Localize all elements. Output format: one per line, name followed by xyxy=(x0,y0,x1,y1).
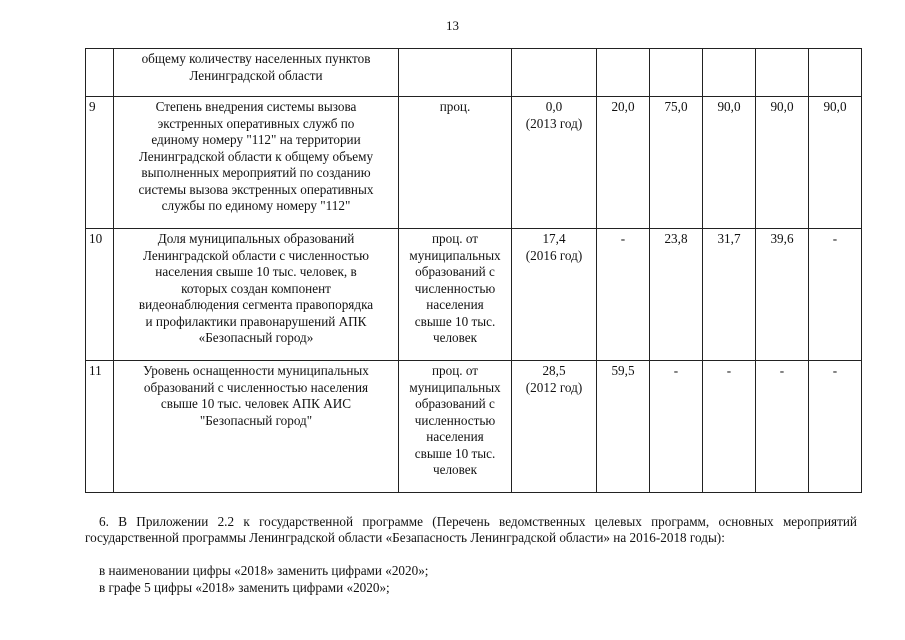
paragraph-instruction-column: в графе 5 цифры «2018» заменить цифрами «2020»; xyxy=(99,580,390,595)
table-row xyxy=(86,49,862,97)
value-cell: - xyxy=(756,361,809,493)
value-cell: 23,8 xyxy=(650,229,703,361)
base-value-cell xyxy=(512,49,597,97)
row-number: 11 xyxy=(86,361,114,493)
value-cell xyxy=(756,49,809,97)
unit-cell: проц. от муниципальных образований с численностью населения свыше 10 тыс. человек xyxy=(399,361,512,493)
unit-cell xyxy=(399,49,512,97)
value-cell xyxy=(650,49,703,97)
indicator-name: Доля муниципальных образований Ленинградской области с численностью населения свыше 10 тыс. человек, в которых создан компонент видеонаблюдения сегмента правопорядка и профилактики правонарушений АПК «Безопасный город» xyxy=(114,229,399,361)
value-cell: - xyxy=(703,361,756,493)
value-cell: 90,0 xyxy=(756,97,809,229)
base-value-cell: 28,5 (2012 год) xyxy=(512,361,597,493)
table-row xyxy=(86,97,862,229)
value-cell: 31,7 xyxy=(703,229,756,361)
value-cell: - xyxy=(809,229,862,361)
table-row xyxy=(86,229,862,361)
indicators-table xyxy=(85,48,862,493)
row-number: 9 xyxy=(86,97,114,229)
base-value-cell: 0,0 (2013 год) xyxy=(512,97,597,229)
base-value-cell: 17,4 (2016 год) xyxy=(512,229,597,361)
value-cell: 90,0 xyxy=(809,97,862,229)
paragraph-item-6: 6. В Приложении 2.2 к государственной программе (Перечень ведомственных целевых программ, основных мероприятий государственной программы Ленинградской области «Безапасность Ленинградской области» на 2016-2018 годы): xyxy=(85,514,857,545)
value-cell xyxy=(597,49,650,97)
value-cell: 39,6 xyxy=(756,229,809,361)
value-cell: 90,0 xyxy=(703,97,756,229)
value-cell: - xyxy=(809,361,862,493)
unit-cell: проц. xyxy=(399,97,512,229)
value-cell xyxy=(703,49,756,97)
value-cell xyxy=(809,49,862,97)
page-number: 13 xyxy=(446,18,459,33)
row-number xyxy=(86,49,114,97)
table-row xyxy=(86,361,862,493)
indicator-name: общему количеству населенных пунктов Ленинградской области xyxy=(114,49,399,97)
value-cell: 20,0 xyxy=(597,97,650,229)
value-cell: - xyxy=(650,361,703,493)
indicator-name: Степень внедрения системы вызова экстренных оперативных служб по единому номеру "112" на территории Ленинградской области к общему объему выполненных мероприятий по созданию системы вызова экстренных оперативных службы по единому номеру "112" xyxy=(114,97,399,229)
paragraph-instruction-name: в наименовании цифры «2018» заменить цифрами «2020»; xyxy=(99,563,429,578)
unit-cell: проц. от муниципальных образований с численностью населения свыше 10 тыс. человек xyxy=(399,229,512,361)
value-cell: 75,0 xyxy=(650,97,703,229)
row-number: 10 xyxy=(86,229,114,361)
value-cell: 59,5 xyxy=(597,361,650,493)
value-cell: - xyxy=(597,229,650,361)
indicator-name: Уровень оснащенности муниципальных образований с численностью населения свыше 10 тыс. человек АПК АИС "Безопасный город" xyxy=(114,361,399,493)
